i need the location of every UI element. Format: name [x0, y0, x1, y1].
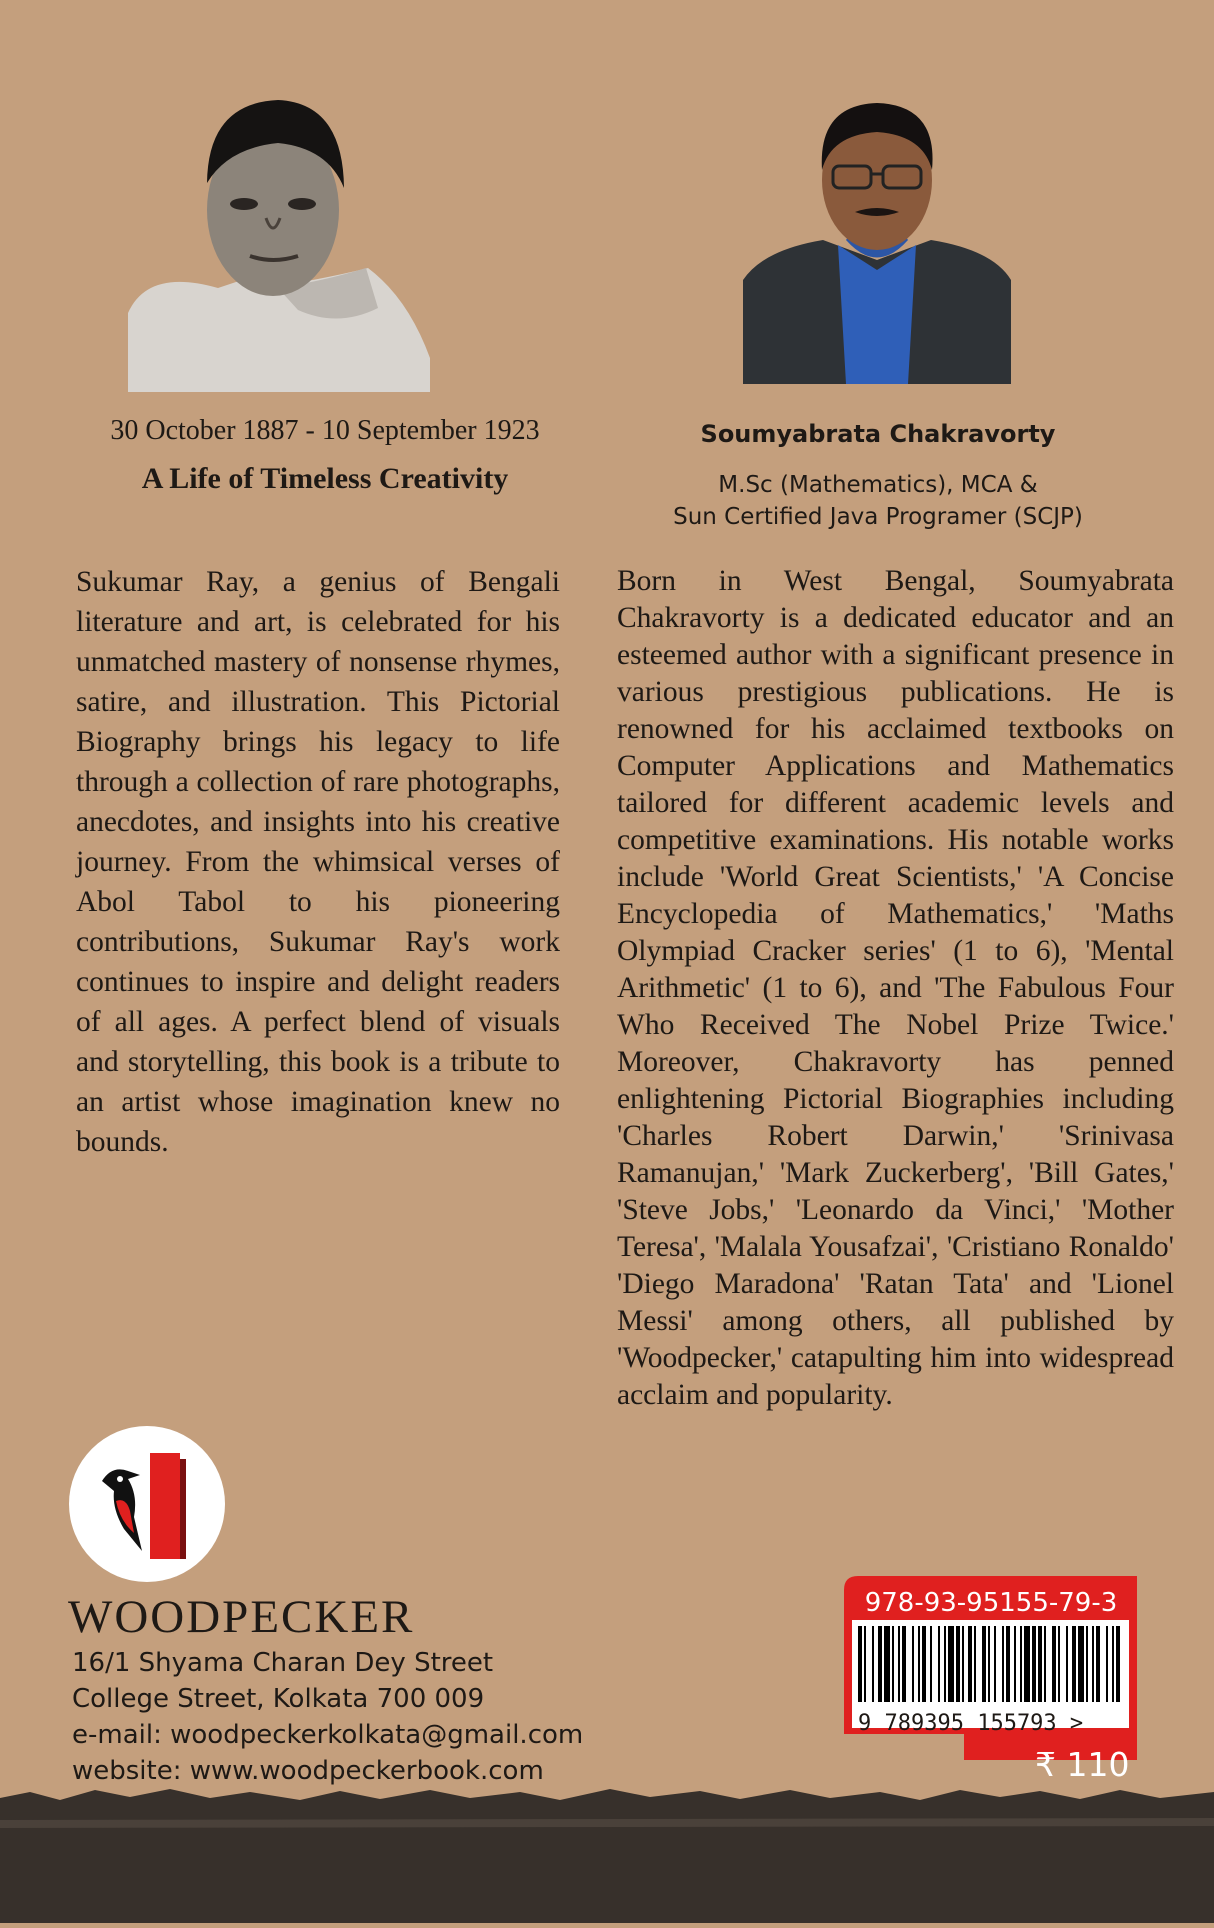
book-tagline: A Life of Timeless Creativity [141, 462, 509, 495]
price-label: ₹ 110 [1035, 1745, 1130, 1784]
publisher-address-line2: College Street, Kolkata 700 009 [72, 1684, 485, 1714]
subject-portrait-photo [128, 98, 430, 392]
bottom-torn-band [0, 1780, 1214, 1923]
woodpecker-logo [68, 1425, 226, 1583]
book-description: Sukumar Ray, a genius of Bengali literature and art, is celebrated for his unmatched mastery of nonsense rhymes, satire, and illustration. This Pictorial Biography brings his legacy to life through a collection of rare photographs, anecdotes, and insights into his creative journey. From the whimsical verses of Abol Tabol to his pioneering contributions, Sukumar Ray's work continues to inspire and delight readers of all ages. A perfect blend of visuals and storytelling, this book is a tribute to an artist whose imagination knew no bounds. [76, 566, 560, 1158]
author-credentials-line1: M.Sc (Mathematics), MCA & [718, 472, 1038, 498]
portrait-photo-icon [128, 98, 430, 392]
subject-dates: 30 October 1887 - 10 September 1923 [110, 415, 540, 446]
publisher-address-line1: 16/1 Shyama Charan Dey Street [72, 1648, 494, 1678]
author-photo [743, 100, 1011, 384]
barcode-digits: 9 789395 155793 > [858, 1711, 1084, 1736]
publisher-website: website: www.woodpeckerbook.com [72, 1756, 544, 1786]
author-biography: Born in West Bengal, Soumyabrata Chakravorty is a dedicated educator and an esteemed author with a significant presence in various prestigious publications. He is renowned for his acclaimed textbooks on Computer Applications and Mathematics tailored for different academic levels and competitive examinations. His notable works include 'World Great Scientists,' 'A Concise Encyclopedia of Mathematics,' 'Maths Olympiad Cracker series' (1 to 6), 'Mental Arithmetic' (1 to 6), and 'The Fabulous Four Who Received The Nobel Prize Twice.' Moreover, Chakravorty has penned enlightening Pictorial Biographies including 'Charles Robert Darwin,' 'Srinivasa Ramanujan,' 'Mark Zuckerberg', 'Bill Gates,' 'Steve Jobs,' 'Leonardo da Vinci,' 'Mother Teresa', 'Malala Yousafzai', 'Cristiano Ronaldo' 'Diego Maradona' 'Ratan Tata' and 'Lionel Messi' among others, all published by 'Woodpecker,' catapulting him into widespread acclaim and popularity. [617, 565, 1174, 1411]
author-photo-icon [743, 100, 1011, 384]
author-credentials-line2: Sun Certified Java Programer (SCJP) [673, 504, 1083, 530]
woodpecker-logo-icon [68, 1425, 226, 1583]
publisher-email: e-mail: woodpeckerkolkata@gmail.com [72, 1720, 584, 1750]
isbn-number: 978-93-95155-79-3 [864, 1588, 1118, 1618]
author-name: Soumyabrata Chakravorty [700, 420, 1056, 448]
publisher-name: WOODPECKER [68, 1591, 415, 1643]
